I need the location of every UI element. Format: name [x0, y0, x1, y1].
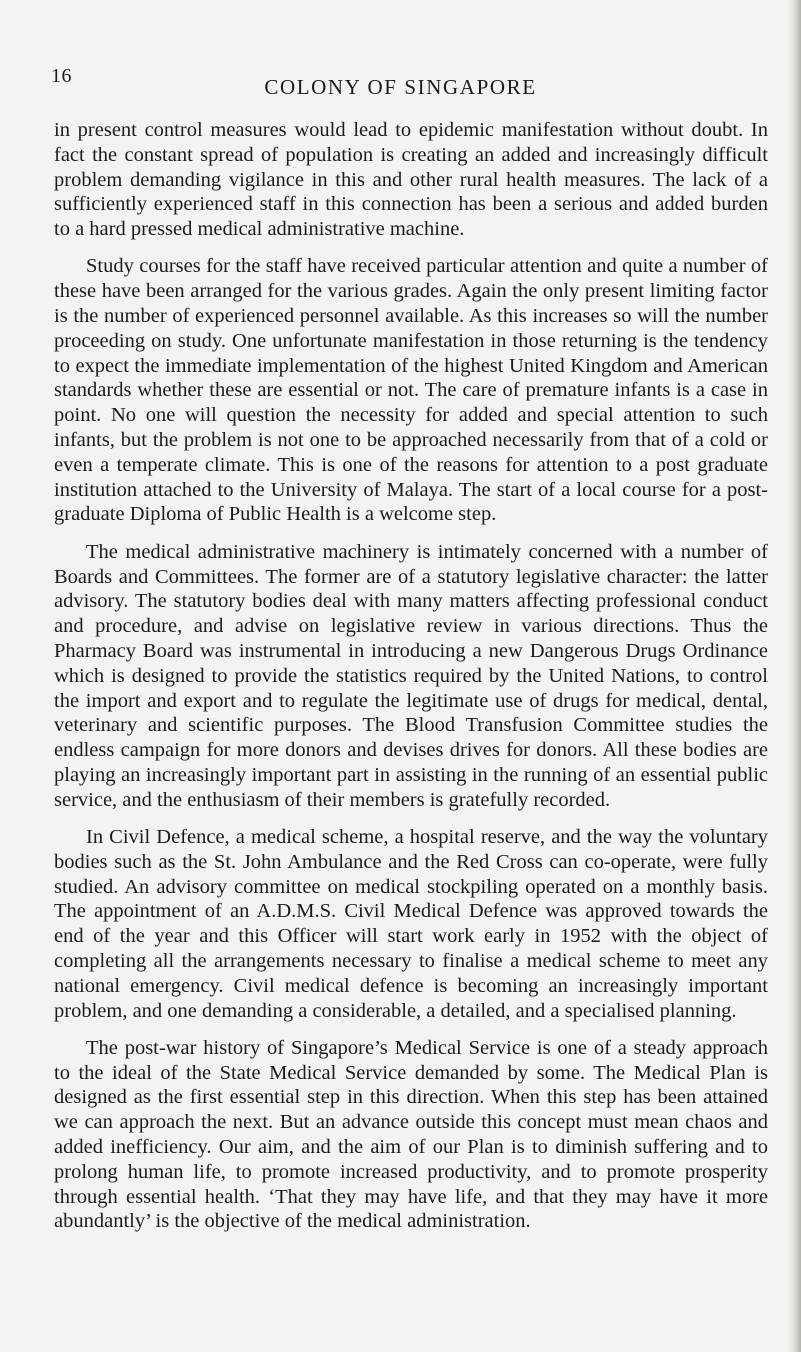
paragraph-continuation: in present control measures would lead to epidemic manifestation without doubt. In fact the constant spread of population is creating an added and increasingly difficult problem demanding vigilance in this and other rural health measures. The lack of a sufficiently experienced staff in this connection has been a serious and added burden to a hard pressed medical administrative machine.: [54, 119, 768, 241]
paragraph-civil-defence: In Civil Defence, a medical scheme, a hospital reserve, and the way the voluntary bodies such as the St. John Ambulance and the Red Cross can co-operate, were fully studied. An advisory committee on medical stockpiling operated on a monthly basis. The appointment of an A.D.M.S. Civil Medical Defence was approved towards the end of the year and this Officer will start work early in 1952 with the object of completing all the arrangements necessary to finalise a medical scheme to meet any national emergency. Civil medical defence is becoming an increasingly important problem, and one demanding a considerable, a detailed, and a specialised planning.: [54, 826, 768, 1022]
paragraph-post-war-history: The post-war history of Singapore’s Medical Service is one of a steady approach to the ideal of the State Medical Service demanded by some. The Medical Plan is designed as the first essential step in this direction. When this step has been attained we can approach the next. But an advance outside this concept must mean chaos and added inefficiency. Our aim, and the aim of our Plan is to diminish suffering and to prolong human life, to promote increased productivity, and to promote prosperity through essential health. ‘That they may have life, and that they may have it more abundantly’ is the objective of the medical administration.: [54, 1036, 768, 1233]
page-number: 16: [51, 65, 72, 87]
running-title: COLONY OF SINGAPORE: [264, 75, 537, 99]
page-edge-shadow: [787, 0, 801, 1352]
paragraph-boards-committees: The medical administrative machinery is intimately concerned with a number of Boards and Committees. The former are of a statutory legislative character: the latter advisory. The statutory bodies deal with many matters affecting professional conduct and procedure, and advise on legislative review in various directions. Thus the Pharmacy Board was instrumental in introducing a new Dangerous Drugs Ordinance which is designed to provide the statistics required by the United Nations, to control the import and export and to regulate the legitimate use of drugs for medical, dental, veterinary and scientific purposes. The Blood Transfusion Committee studies the endless campaign for more donors and devises drives for donors. All these bodies are playing an increasingly important part in assisting in the running of an essential public service, and the enthusiasm of their members is gratefully recorded.: [54, 540, 768, 811]
body-text: [54, 118, 768, 1247]
paragraph-study-courses: Study courses for the staff have received particular attention and quite a number of these have been arranged for the various grades. Again the only present limiting factor is the number of experienced personnel available. As this increases so will the number proceeding on study. One unfortunate manifestation in those returning is the tendency to expect the immediate implementation of the highest United Kingdom and American standards whether these are essential or not. The care of premature infants is a case in point. No one will question the necessity for added and special attention to such infants, but the problem is not one to be approached necessarily from that of a cold or even a temperate climate. This is one of the reasons for attention to a post graduate institution attached to the University of Malaya. The start of a local course for a post-graduate Diploma of Public Health is a welcome step.: [54, 255, 768, 526]
